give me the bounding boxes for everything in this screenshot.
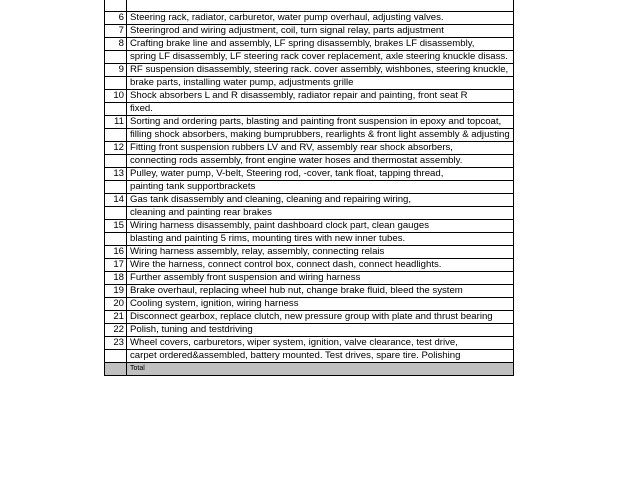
description-cell[interactable]: Steering rack, radiator, carburetor, water pump overhaul, adjusting valves. xyxy=(127,12,514,25)
description-cell[interactable]: connecting rods assembly, front engine water hoses and thermostat assembly. xyxy=(127,155,514,168)
description-cell[interactable]: brake parts, installing water pump, adjustments grille xyxy=(127,77,514,90)
row-number-cell[interactable]: 22 xyxy=(105,324,127,337)
table-row xyxy=(105,220,514,233)
row-number-cell[interactable] xyxy=(105,103,127,116)
row-number-cell[interactable] xyxy=(105,155,127,168)
table-row xyxy=(105,207,514,220)
row-number-cell[interactable]: 8 xyxy=(105,38,127,51)
description-cell[interactable]: Polish, tuning and testdriving xyxy=(127,324,514,337)
description-cell[interactable]: painting tank supportbrackets xyxy=(127,181,514,194)
total-label-cell[interactable]: Total xyxy=(127,363,514,376)
row-number-cell[interactable]: 19 xyxy=(105,285,127,298)
description-cell[interactable]: Further assembly front suspension and wiring harness xyxy=(127,272,514,285)
table-row xyxy=(105,272,514,285)
table-row xyxy=(105,142,514,155)
description-cell[interactable]: Wiring harness disassembly, paint dashboard clock part, clean gauges xyxy=(127,220,514,233)
description-cell[interactable]: Sorting and ordering parts, blasting and painting front suspension in epoxy and topcoat, xyxy=(127,116,514,129)
description-cell[interactable]: carpet ordered&assembled, battery mounted. Test drives, spare tire. Polishing xyxy=(127,350,514,363)
table-row xyxy=(105,90,514,103)
table-row xyxy=(105,246,514,259)
table-row xyxy=(105,25,514,38)
row-number-cell[interactable] xyxy=(105,77,127,90)
table-row xyxy=(105,324,514,337)
row-number-cell[interactable]: 23 xyxy=(105,337,127,350)
total-row xyxy=(105,363,514,376)
row-number-cell[interactable]: 20 xyxy=(105,298,127,311)
table-row xyxy=(105,337,514,350)
description-cell[interactable]: Cooling system, ignition, wiring harness xyxy=(127,298,514,311)
table-row xyxy=(105,103,514,116)
row-number-cell[interactable]: 17 xyxy=(105,259,127,272)
table-row xyxy=(105,259,514,272)
description-cell[interactable]: filling shock absorbers, making bumprubbers, rearlights & front light assembly & adjusting xyxy=(127,129,514,142)
description-cell[interactable]: cleaning and painting rear brakes xyxy=(127,207,514,220)
description-cell[interactable]: Wire the harness, connect control box, connect dash, connect headlights. xyxy=(127,259,514,272)
table-row xyxy=(105,285,514,298)
description-cell[interactable]: Wiring harness assembly, relay, assembly, connecting relais xyxy=(127,246,514,259)
row-number-cell[interactable]: 11 xyxy=(105,116,127,129)
description-cell[interactable]: Pulley, water pump, V-belt, Steering rod, -cover, tank float, tapping thread, xyxy=(127,168,514,181)
work-log-table xyxy=(104,0,514,376)
row-number-cell[interactable]: 18 xyxy=(105,272,127,285)
row-number-cell[interactable] xyxy=(105,129,127,142)
description-cell[interactable]: RF suspension disassembly, steering rack. cover assembly, wishbones, steering knuckle, xyxy=(127,64,514,77)
row-number-cell[interactable] xyxy=(105,181,127,194)
table-row xyxy=(105,181,514,194)
table-row xyxy=(105,51,514,64)
row-number-cell[interactable]: 21 xyxy=(105,311,127,324)
table-row xyxy=(105,77,514,90)
table-row xyxy=(105,194,514,207)
description-cell[interactable]: Fitting front suspension rubbers LV and RV, assembly rear shock absorbers, xyxy=(127,142,514,155)
row-number-cell[interactable]: 7 xyxy=(105,25,127,38)
description-cell[interactable]: spring LF disassembly, LF steering rack cover replacement, axle steering knuckle disass. xyxy=(127,51,514,64)
table-row xyxy=(105,155,514,168)
row-number-cell[interactable] xyxy=(105,51,127,64)
table-row xyxy=(105,12,514,25)
table-row xyxy=(105,116,514,129)
description-cell[interactable] xyxy=(127,0,514,12)
table-row xyxy=(105,129,514,142)
row-number-cell[interactable]: 13 xyxy=(105,168,127,181)
row-number-cell[interactable]: 6 xyxy=(105,12,127,25)
table-row xyxy=(105,38,514,51)
description-cell[interactable]: Brake overhaul, replacing wheel hub nut, change brake fluid, bleed the system xyxy=(127,285,514,298)
row-number-cell[interactable] xyxy=(105,233,127,246)
row-number-cell[interactable]: 10 xyxy=(105,90,127,103)
description-cell[interactable]: fixed. xyxy=(127,103,514,116)
table-row xyxy=(105,64,514,77)
description-cell[interactable]: Shock absorbers L and R disassembly, radiator repair and painting, front seat R xyxy=(127,90,514,103)
row-number-cell[interactable] xyxy=(105,207,127,220)
table-row xyxy=(105,311,514,324)
table-row xyxy=(105,233,514,246)
description-cell[interactable]: Gas tank disassembly and cleaning, cleaning and repairing wiring, xyxy=(127,194,514,207)
table-row xyxy=(105,350,514,363)
row-number-cell[interactable]: 12 xyxy=(105,142,127,155)
row-number-cell[interactable] xyxy=(105,350,127,363)
total-number-cell[interactable] xyxy=(105,363,127,376)
row-number-cell[interactable] xyxy=(105,0,127,12)
row-number-cell[interactable]: 14 xyxy=(105,194,127,207)
row-number-cell[interactable]: 16 xyxy=(105,246,127,259)
description-cell[interactable]: blasting and painting 5 rims, mounting tires with new inner tubes. xyxy=(127,233,514,246)
row-number-cell[interactable]: 9 xyxy=(105,64,127,77)
table-row xyxy=(105,298,514,311)
table-row xyxy=(105,0,514,12)
description-cell[interactable]: Disconnect gearbox, replace clutch, new pressure group with plate and thrust bearing xyxy=(127,311,514,324)
description-cell[interactable]: Steeringrod and wiring adjustment, coil, turn signal relay, parts adjustment xyxy=(127,25,514,38)
row-number-cell[interactable]: 15 xyxy=(105,220,127,233)
table-row xyxy=(105,168,514,181)
description-cell[interactable]: Crafting brake line and assembly, LF spring disassembly, brakes LF disassembly, xyxy=(127,38,514,51)
work-log-body xyxy=(105,0,514,376)
description-cell[interactable]: Wheel covers, carburetors, wiper system, ignition, valve clearance, test drive, xyxy=(127,337,514,350)
